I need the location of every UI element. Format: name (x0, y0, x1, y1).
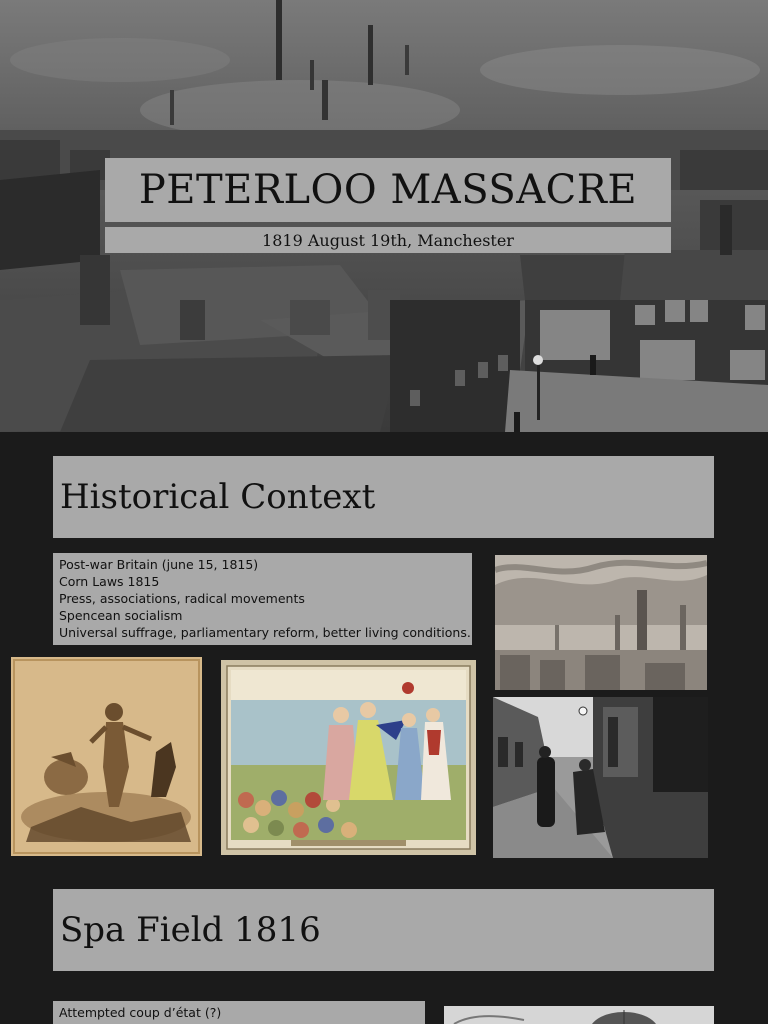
list-item: Post-war Britain (june 15, 1815) (59, 557, 259, 572)
list-item: Universal suffrage, parliamentary reform, better living conditions. (59, 625, 471, 640)
subtitle-box (105, 227, 671, 253)
section-heading: Spa Field 1816 (60, 910, 321, 950)
page-subtitle: 1819 August 19th, Manchester (262, 230, 514, 250)
list-item: Spencean socialism (59, 608, 183, 623)
list-item: Press, associations, radical movements (59, 591, 305, 606)
historical-context-points (53, 553, 472, 645)
section-header-historical-context (53, 456, 714, 538)
section-header-spa-field (53, 889, 714, 971)
spa-field-engraving (444, 1006, 714, 1024)
page-title: PETERLOO MASSACRE (138, 167, 638, 213)
section-heading: Historical Context (60, 477, 376, 517)
list-item: Attempted coup d’état (?) (59, 1005, 222, 1020)
sepia-caricature-engraving (11, 657, 202, 856)
hero-banner (0, 0, 768, 432)
factory-chimneys-engraving (495, 555, 707, 690)
radical-reformers-caricature (221, 660, 476, 855)
spa-field-points (53, 1001, 425, 1024)
list-item: Corn Laws 1815 (59, 574, 160, 589)
title-box (105, 158, 671, 222)
victorian-street-photo (493, 697, 708, 858)
